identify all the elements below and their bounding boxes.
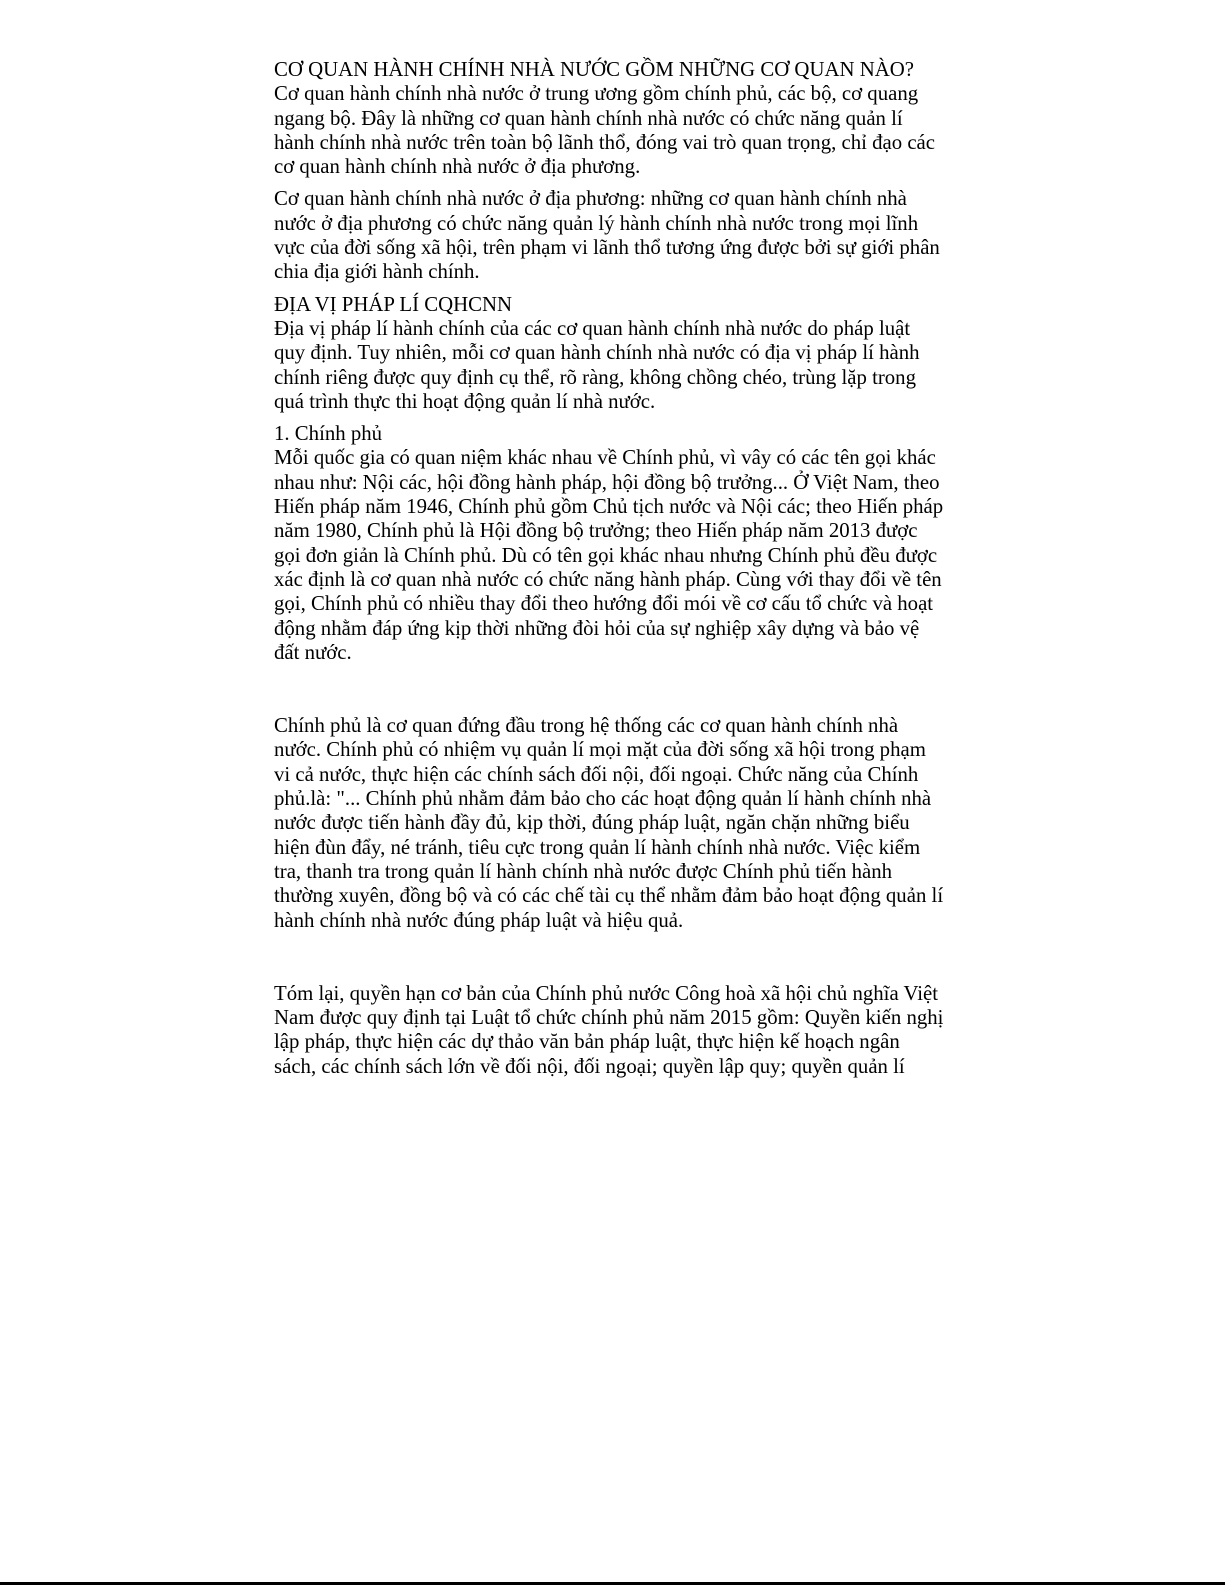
paragraph-government-names	[274, 446, 956, 665]
document-body	[274, 58, 956, 1087]
text-line: Chính phủ là cơ quan đứng đầu trong hệ thống các cơ quan hành chính nhà	[274, 714, 899, 738]
heading-state-agencies: CƠ QUAN HÀNH CHÍNH NHÀ NƯỚC GỒM NHỮNG CƠ QUAN NÀO?	[274, 58, 914, 81]
text-line: Cơ quan hành chính nhà nước ở địa phương: những cơ quan hành chính nhà	[274, 187, 907, 211]
text-line: vực của đời sống xã hội, trên phạm vi lãnh thổ tương ứng được bởi sự giới phân	[274, 236, 940, 260]
text-line: cơ quan hành chính nhà nước ở địa phương.	[274, 155, 641, 179]
text-line: tra, thanh tra trong quản lí hành chính nhà nước được Chính phủ tiến hành	[274, 859, 893, 883]
text-line: Tóm lại, quyền hạn cơ bản của Chính phủ nước Công hoà xã hội chủ nghĩa Việt	[274, 981, 939, 1005]
text-line: Nam được quy định tại Luật tổ chức chính phủ năm 2015 gồm: Quyền kiến nghị	[274, 1006, 944, 1030]
heading-legal-status: ĐỊA VỊ PHÁP LÍ CQHCNN	[274, 292, 513, 316]
blank-space	[274, 673, 956, 714]
text-line: hành chính nhà nước đúng pháp luật và hiệu quả.	[274, 908, 684, 932]
heading-government: 1. Chính phủ	[274, 422, 383, 446]
text-line: ngang bộ. Đây là những cơ quan hành chính nhà nước có chức năng quản lí	[274, 106, 903, 130]
text-line: động nhằm đáp ứng kịp thời những đòi hỏi của sự nghiệp xây dựng và bảo vệ	[274, 616, 920, 640]
text-line: quá trình thực thi hoạt động quản lí nhà nước.	[274, 389, 656, 413]
text-line: quy định. Tuy nhiên, mỗi cơ quan hành chính nhà nước có địa vị pháp lí hành	[274, 341, 920, 365]
text-line: Cơ quan hành chính nhà nước ở trung ương gồm chính phủ, các bộ, cơ quang	[274, 82, 919, 106]
paragraph-government-role	[274, 714, 956, 933]
text-line: lập pháp, thực hiện các dự thảo văn bản pháp luật, thực hiện kế hoạch ngân	[274, 1030, 900, 1054]
text-line: nước được tiến hành đầy đủ, kịp thời, đúng pháp luật, ngăn chặn những biểu	[274, 811, 910, 835]
paragraph-government-powers	[274, 982, 956, 1079]
text-line: hiện đùn đẩy, né tránh, tiêu cực trong quản lí hành chính nhà nước. Việc kiểm	[274, 835, 921, 859]
text-line: nhau như: Nội các, hội đồng hành pháp, hội đồng bộ trưởng... Ở Việt Nam, theo	[274, 470, 940, 494]
text-line: vi cả nước, thực hiện các chính sách đối nội, đối ngoại. Chức năng của Chính	[274, 762, 919, 786]
text-line: nước ở địa phương có chức năng quản lý hành chính nhà nước trong mọi lĩnh	[274, 211, 919, 235]
paragraph-local-agencies	[274, 187, 956, 284]
text-line: năm 1980, Chính phủ là Hội đồng bộ trưởng; theo Hiến pháp năm 2013 được	[274, 519, 918, 543]
text-line: gọi đơn giản là Chính phủ. Dù có tên gọi khác nhau nhưng Chính phủ đều được	[274, 543, 938, 567]
text-line: thường xuyên, đồng bộ và có các chế tài cụ thể nhằm đảm bảo hoạt động quản lí	[274, 884, 944, 908]
text-line: hành chính nhà nước trên toàn bộ lãnh thổ, đóng vai trò quan trọng, chỉ đạo các	[274, 130, 936, 154]
text-line: chính riêng được quy định cụ thể, rõ ràng, không chồng chéo, trùng lặp trong	[274, 365, 916, 389]
text-line: Hiến pháp năm 1946, Chính phủ gồm Chủ tịch nước và Nội các; theo Hiến pháp	[274, 495, 944, 519]
blank-space	[274, 941, 956, 982]
text-line: chia địa giới hành chính.	[274, 260, 480, 284]
text-line: sách, các chính sách lớn về đối nội, đối ngoại; quyền lập quy; quyền quản lí	[274, 1054, 905, 1078]
text-line: đất nước.	[274, 640, 352, 664]
text-line: gọi, Chính phủ có nhiều thay đổi theo hướng đổi mói về cơ cấu tổ chức và hoạt	[274, 592, 934, 616]
text-line: phủ.là: "... Chính phủ nhằm đảm bảo cho các hoạt động quản lí hành chính nhà	[274, 787, 932, 811]
paragraph-legal-status	[274, 317, 956, 414]
paragraph-central-agencies	[274, 82, 956, 179]
text-line: xác định là cơ quan nhà nước có chức năng hành pháp. Cùng với thay đổi về tên	[274, 567, 942, 591]
text-line: nước. Chính phủ có nhiệm vụ quản lí mọi mặt của đời sống xã hội trong phạm	[274, 738, 926, 762]
text-line: Địa vị pháp lí hành chính của các cơ quan hành chính nhà nước do pháp luật	[274, 316, 911, 340]
text-line: Mỗi quốc gia có quan niệm khác nhau về Chính phủ, vì vây có các tên gọi khác	[274, 446, 936, 470]
